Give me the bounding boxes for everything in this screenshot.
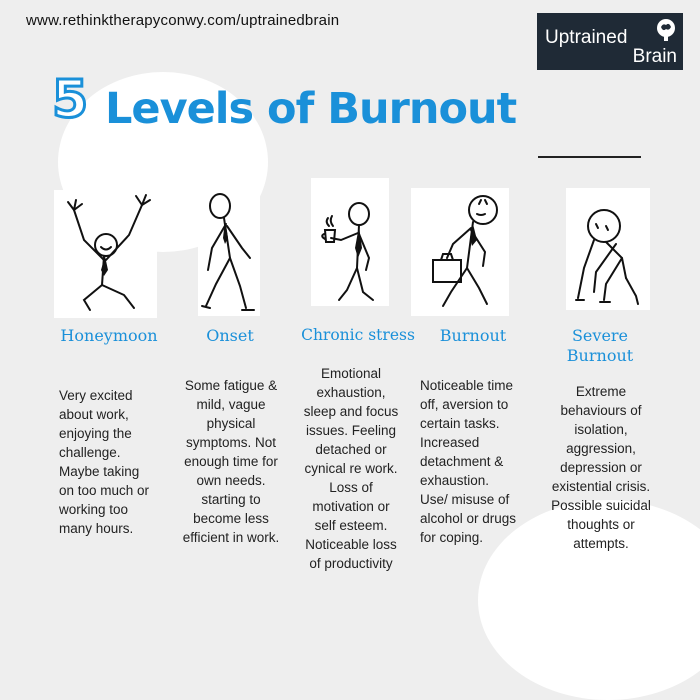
description-line: challenge. bbox=[59, 445, 121, 460]
level-description-honeymoon bbox=[59, 386, 171, 538]
description-line: Noticeable loss bbox=[305, 537, 397, 552]
illustration-burnout bbox=[411, 188, 509, 316]
divider-line bbox=[538, 156, 641, 158]
description-line: about work, bbox=[59, 407, 129, 422]
illustration-chronic-stress bbox=[311, 178, 389, 306]
title-number: 5 bbox=[52, 70, 89, 130]
level-label-severe-burnout bbox=[550, 326, 650, 366]
illustration-severe-burnout bbox=[566, 188, 650, 310]
level-label-severe-line2: Burnout bbox=[566, 346, 634, 365]
description-line: Noticeable time bbox=[420, 378, 514, 393]
description-line: starting to bbox=[201, 492, 261, 507]
description-line: self esteem. bbox=[314, 518, 388, 533]
jumping-man-icon bbox=[54, 190, 157, 318]
description-line: behaviours of bbox=[560, 403, 642, 418]
description-line: efficient in work. bbox=[182, 530, 280, 545]
description-line: off, aversion to bbox=[420, 397, 509, 412]
description-line: sleep and focus bbox=[303, 404, 399, 419]
description-line: certain tasks. bbox=[420, 416, 500, 431]
description-line: working too bbox=[59, 502, 129, 517]
level-description-burnout bbox=[420, 376, 535, 547]
description-line: Very excited bbox=[59, 388, 133, 403]
exhausted-man-with-briefcase-icon bbox=[411, 188, 509, 316]
brain-icon bbox=[655, 17, 677, 43]
description-line: enough time for bbox=[184, 454, 278, 469]
description-line: thoughts or bbox=[567, 517, 635, 532]
description-line: symptoms. Not bbox=[185, 435, 277, 450]
description-line: on too much or bbox=[59, 483, 150, 498]
description-line: detachment & bbox=[420, 454, 504, 469]
illustration-honeymoon bbox=[54, 190, 157, 318]
description-line: cynical re work. bbox=[304, 461, 398, 476]
description-line: detached or bbox=[315, 442, 387, 457]
description-line: mild, vague bbox=[196, 397, 266, 412]
tired-man-with-coffee-icon bbox=[311, 178, 389, 306]
description-line: isolation, bbox=[574, 422, 628, 437]
description-line: Increased bbox=[420, 435, 480, 450]
description-line: exhaustion, bbox=[316, 385, 386, 400]
level-label-burnout: Burnout bbox=[439, 326, 507, 345]
level-description-chronic-stress bbox=[296, 364, 406, 573]
level-label-chronic-stress: Chronic stress bbox=[301, 326, 415, 344]
level-label-honeymoon: Honeymoon bbox=[60, 326, 158, 345]
website-url[interactable]: www.rethinktherapyconwy.com/uptrainedbrain bbox=[26, 12, 340, 29]
description-line: Maybe taking bbox=[59, 464, 140, 479]
logo-text-line1: Uptrained bbox=[545, 27, 628, 48]
logo-text-line2: Brain bbox=[632, 46, 677, 67]
description-line: own needs. bbox=[196, 473, 266, 488]
depressed-man-sitting-icon bbox=[566, 188, 650, 310]
description-line: depression or bbox=[560, 460, 642, 475]
description-line: for coping. bbox=[420, 530, 484, 545]
description-line: become less bbox=[193, 511, 269, 526]
level-label-onset: Onset bbox=[206, 326, 254, 345]
description-line: alcohol or drugs bbox=[420, 511, 517, 526]
description-line: Loss of bbox=[329, 480, 373, 495]
uptrained-brain-logo bbox=[537, 13, 683, 70]
description-line: exhaustion. bbox=[420, 473, 490, 488]
page-title: Levels of Burnout bbox=[105, 84, 517, 134]
description-line: many hours. bbox=[59, 521, 134, 536]
level-label-severe-line1: Severe bbox=[571, 326, 629, 345]
description-line: issues. Feeling bbox=[305, 423, 397, 438]
level-description-onset bbox=[177, 376, 285, 547]
description-line: aggression, bbox=[566, 441, 636, 456]
walking-man-icon bbox=[198, 188, 260, 316]
description-line: Use/ misuse of bbox=[420, 492, 510, 507]
description-line: attempts. bbox=[573, 536, 629, 551]
description-line: Extreme bbox=[575, 384, 627, 399]
description-line: Emotional bbox=[320, 366, 382, 381]
level-description-severe-burnout bbox=[542, 382, 660, 553]
description-line: motivation or bbox=[312, 499, 390, 514]
description-line: physical bbox=[206, 416, 256, 431]
description-line: Possible suicidal bbox=[551, 498, 651, 513]
description-line: of productivity bbox=[309, 556, 393, 571]
illustration-onset bbox=[198, 188, 260, 316]
description-line: enjoying the bbox=[59, 426, 132, 441]
description-line: existential crisis. bbox=[551, 479, 651, 494]
description-line: Some fatigue & bbox=[184, 378, 278, 393]
